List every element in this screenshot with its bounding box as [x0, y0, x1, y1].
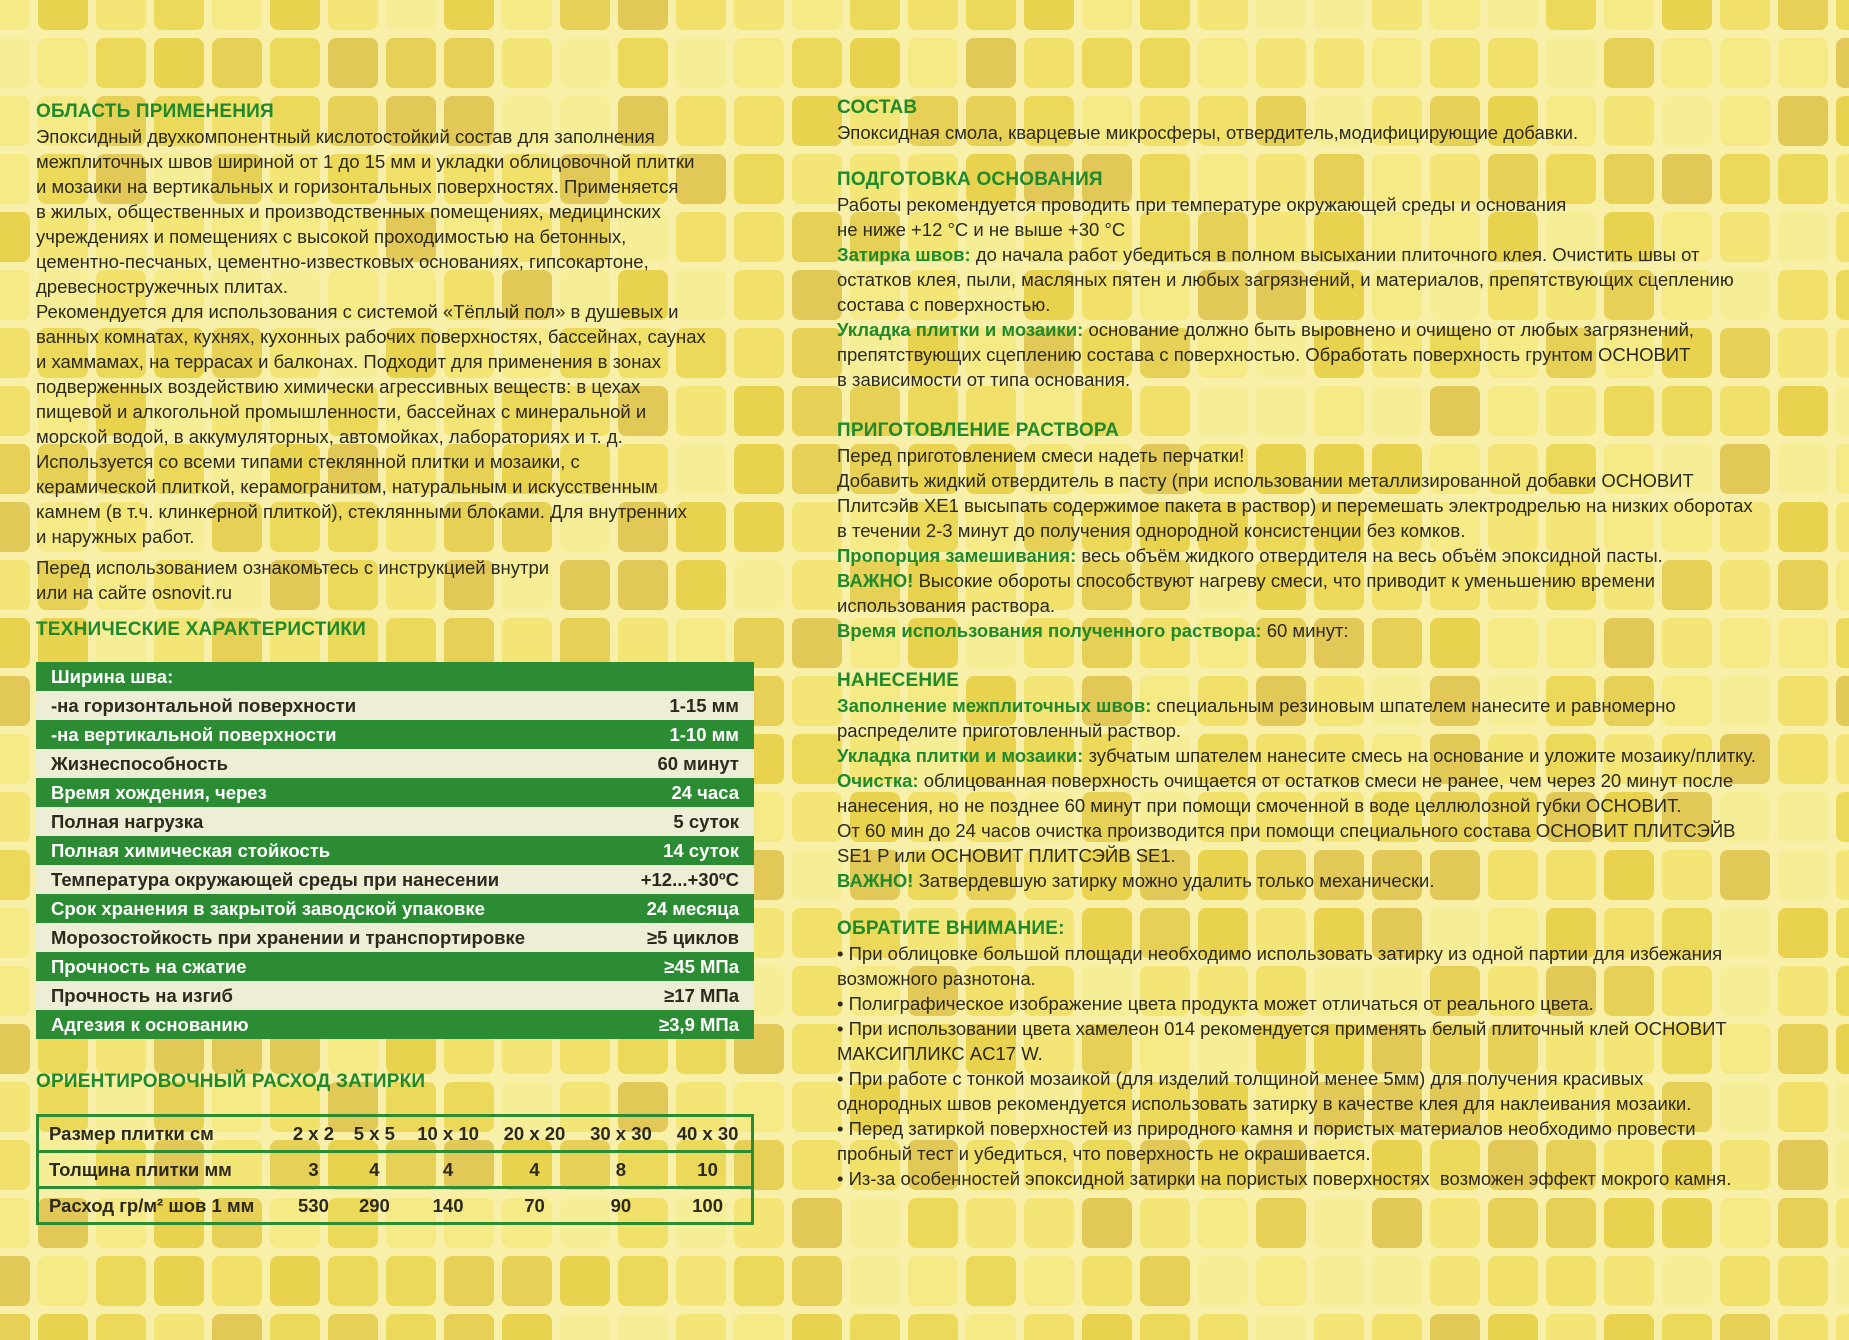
consumption-cell: 4 [405, 1152, 491, 1188]
spec-value: ≥3,9 МПа [608, 1010, 754, 1039]
preparation-text [837, 192, 1847, 392]
spec-label: Прочность на изгиб [36, 981, 608, 1010]
attention-item: • При использовании цвета хамелеон 014 рекомендуется применять белый плиточный клей ОСНОВИТ МАКСИПЛИКС AC17 W. [837, 1018, 1727, 1064]
spec-row [36, 981, 754, 1010]
paragraph-label: ВАЖНО! [837, 570, 914, 591]
spec-value: ≥17 МПа [608, 981, 754, 1010]
paragraph-text: Высокие обороты способствуют нагреву смеси, что приводит к уменьшению времени использования раствора. [837, 570, 1656, 616]
spec-label: -на вертикальной поверхности [36, 720, 608, 749]
spec-value [608, 662, 754, 691]
preparation-heading: ПОДГОТОВКА ОСНОВАНИЯ [837, 169, 1103, 190]
spec-row [36, 923, 754, 952]
application-heading: ОБЛАСТЬ ПРИМЕНЕНИЯ [36, 101, 274, 122]
composition-text: Эпоксидная смола, кварцевые микросферы, отвердитель,модифицирующие добавки. [837, 122, 1579, 143]
spec-value: 24 часа [608, 778, 754, 807]
attention-item: • Перед затиркой поверхностей из природного камня и пористых материалов необходимо провести пробный тест и убедиться, что поверхность не окрашивается. [837, 1118, 1696, 1164]
consumption-cell: 10 x 10 [417, 1122, 479, 1144]
consumption-cell: 3 [283, 1152, 344, 1188]
spec-row [36, 952, 754, 981]
spec-row [36, 807, 754, 836]
consumption-heading: ОРИЕНТИРОВОЧНЫЙ РАСХОД ЗАТИРКИ [36, 1071, 426, 1092]
website-note: Перед использованием ознакомьтесь с инструкцией внутри или на сайте osnovit.ru [36, 557, 550, 603]
consumption-cell: 140 [405, 1188, 491, 1224]
paragraph-text: 60 минут: [1261, 620, 1349, 641]
spec-value: 24 месяца [608, 894, 754, 923]
paragraph-text: Перед приготовлением смеси надеть перчатки! Добавить жидкий отвердитель в пасту (при использовании металлизированной добавки ОСНОВИТ Плитсэйв XE1 высыпать содержимое пакета в раствор) и перемешать электродрелью на низких оборотах в течении 2-3 минут до получения однородной консистенции без комков. [837, 445, 1753, 541]
spec-label: Полная нагрузка [36, 807, 608, 836]
paragraph-text: Затвердевшую затирку можно удалить только механически. [913, 870, 1435, 891]
paragraph-label: ВАЖНО! [837, 870, 914, 891]
attention-item: • При облицовке большой площади необходимо использовать затирку из одной партии для избежания возможного разнотона. [837, 943, 1723, 989]
paragraph-label: Очистка: [837, 770, 919, 791]
paragraph-label: Время использования полученного раствора: [837, 620, 1262, 641]
spec-label: Полная химическая стойкость [36, 836, 608, 865]
spec-row [36, 720, 754, 749]
attention-heading: ОБРАТИТЕ ВНИМАНИЕ: [837, 918, 1065, 939]
consumption-cell: 4 [344, 1152, 405, 1188]
spec-value: +12...+30ºC [608, 865, 754, 894]
consumption-row [38, 1188, 753, 1224]
consumption-table [36, 1114, 754, 1225]
spec-label: Морозостойкость при хранении и транспортировке [36, 923, 608, 952]
consumption-cell: 5 x 5 [353, 1122, 395, 1144]
spec-label: -на горизонтальной поверхности [36, 691, 608, 720]
spec-label: Жизнеспособность [36, 749, 608, 778]
mixing-text [837, 443, 1847, 643]
mixing-heading: ПРИГОТОВЛЕНИЕ РАСТВОРА [837, 420, 1120, 441]
consumption-cell: 40 x 30 [676, 1122, 739, 1144]
spec-value: ≥5 циклов [608, 923, 754, 952]
attention-item: • Полиграфическое изображение цвета продукта может отличаться от реального цвета. [837, 993, 1594, 1014]
consumption-row [38, 1152, 753, 1188]
application-method-text [837, 693, 1847, 893]
paragraph-text: весь объём жидкого отвердителя на весь объём эпоксидной пасты. [1076, 545, 1663, 566]
spec-value: 60 минут [608, 749, 754, 778]
attention-list [837, 941, 1847, 1191]
spec-value: 14 суток [608, 836, 754, 865]
composition-heading: СОСТАВ [837, 97, 918, 118]
specs-heading: ТЕХНИЧЕСКИЕ ХАРАКТЕРИСТИКИ [36, 619, 367, 640]
spec-value: ≥45 МПа [608, 952, 754, 981]
consumption-row [38, 1116, 753, 1152]
spec-value: 1-10 мм [608, 720, 754, 749]
spec-row [36, 1010, 754, 1039]
consumption-label: Размер плитки см [49, 1122, 214, 1144]
consumption-cell: 10 [664, 1152, 752, 1188]
consumption-cell: 2 x 2 [292, 1122, 335, 1144]
paragraph-text: до начала работ убедиться в полном высыхании плиточного клея. Очистить швы от остатков клея, пыли, масляных пятен и любых загрязнений, и материалов, препятствующих сцеплению состава с поверхностью. [837, 244, 1734, 315]
paragraph-text: специальным резиновым шпателем нанесите и равномерно распределите приготовленный раствор. [837, 695, 1676, 741]
spec-label: Прочность на сжатие [36, 952, 608, 981]
consumption-cell: 290 [344, 1188, 405, 1224]
spec-row [36, 865, 754, 894]
spec-label: Время хождения, через [36, 778, 608, 807]
paragraph-text: облицованная поверхность очищается от остатков смеси не ранее, чем через 20 минут после нанесения, но не позднее 60 минут при помощи смоченной в воде целлюлозной губки ОСНОВИТ. От 60 мин до 24 часов очистка производится при помощи специального состава ОСНОВИТ ПЛИТСЭЙВ SE1 P или ОСНОВИТ ПЛИТСЭЙВ SE1. [837, 770, 1736, 866]
paragraph-text: зубчатым шпателем нанесите смесь на основание и уложите мозаику/плитку. [1083, 745, 1756, 766]
specs-table [36, 662, 754, 1039]
consumption-label: Расход гр/м² шов 1 мм [38, 1188, 284, 1224]
spec-row [36, 778, 754, 807]
paragraph-label: Заполнение межплиточных швов: [837, 695, 1152, 716]
consumption-cell: 530 [283, 1188, 344, 1224]
spec-row [36, 662, 754, 691]
consumption-cell: 4 [491, 1152, 577, 1188]
spec-row [36, 691, 754, 720]
consumption-cell: 8 [578, 1152, 664, 1188]
spec-row [36, 836, 754, 865]
spec-row [36, 749, 754, 778]
spec-row [36, 894, 754, 923]
spec-label: Температура окружающей среды при нанесении [36, 865, 608, 894]
application-method-heading: НАНЕСЕНИЕ [837, 670, 960, 691]
right-column [800, 0, 1849, 1340]
spec-label: Срок хранения в закрытой заводской упаковке [36, 894, 608, 923]
spec-label: Адгезия к основанию [36, 1010, 608, 1039]
paragraph-label: Укладка плитки и мозаики: [837, 319, 1084, 340]
consumption-cell: 70 [491, 1188, 577, 1224]
spec-label: Ширина шва: [36, 662, 608, 691]
consumption-cell: 90 [578, 1188, 664, 1224]
paragraph-label: Укладка плитки и мозаики: [837, 745, 1084, 766]
attention-item: • При работе с тонкой мозаикой (для изделий толщиной менее 5мм) для получения красивых однородных швов рекомендуется использовать затирку в качестве клея для наклеивания мозаики. [837, 1068, 1692, 1114]
attention-item: • Из-за особенностей эпоксидной затирки на пористых поверхностях возможен эффект мокрого камня. [837, 1168, 1732, 1189]
consumption-label: Толщина плитки мм [38, 1152, 284, 1188]
consumption-cell: 100 [664, 1188, 752, 1224]
spec-value: 5 суток [608, 807, 754, 836]
paragraph-label: Пропорция замешивания: [837, 545, 1077, 566]
paragraph-text: Работы рекомендуется проводить при температуре окружающей среды и основания не ниже +12 °C и не выше +30 °C [837, 194, 1567, 240]
consumption-cell: 20 x 20 [503, 1122, 566, 1144]
left-column [0, 0, 800, 1340]
application-text: Эпоксидный двухкомпонентный кислотостойкий состав для заполнения межплиточных швов шириной от 1 до 15 мм и укладки облицовочной плитки и мозаики на вертикальных и горизонтальных поверхностях. Применяется в жилых, общественных и производственных помещениях, медицинских учреждениях и помещениях с высокой проходимостью на бетонных, цементно-песчаных, цементно-известковых основаниях, гипсокартоне, древесностружечных плитах. Рекомендуется для использования с системой «Тёплый пол» в душевых и ванных комнатах, кухнях, кухонных рабочих поверхностях, бассейнах, саунах и хаммамах, на террасах и балконах. Подходит для применения в зонах подверженных воздействию химически агрессивных веществ: в цехах пищевой и алкогольной промышленности, бассейнах с минеральной и морской водой, в аккумуляторных, автомойках, лабораториях и т. д. Используется со всеми типами стеклянной плитки и мозаики, с керамической плиткой, керамогранитом, натуральным и искусственным камнем (в т.ч. клинкерной плиткой), стеклянными блоками. Для внутренних и наружных работ. [36, 126, 706, 547]
paragraph-text: основание должно быть выровнено и очищено от любых загрязнений, препятствующих сцеплению состава с поверхностью. Обработать поверхность грунтом ОСНОВИТ в зависимости от типа основания. [837, 319, 1695, 390]
spec-value: 1-15 мм [608, 691, 754, 720]
paragraph-label: Затирка швов: [837, 244, 971, 265]
consumption-cell: 30 x 30 [590, 1122, 652, 1144]
